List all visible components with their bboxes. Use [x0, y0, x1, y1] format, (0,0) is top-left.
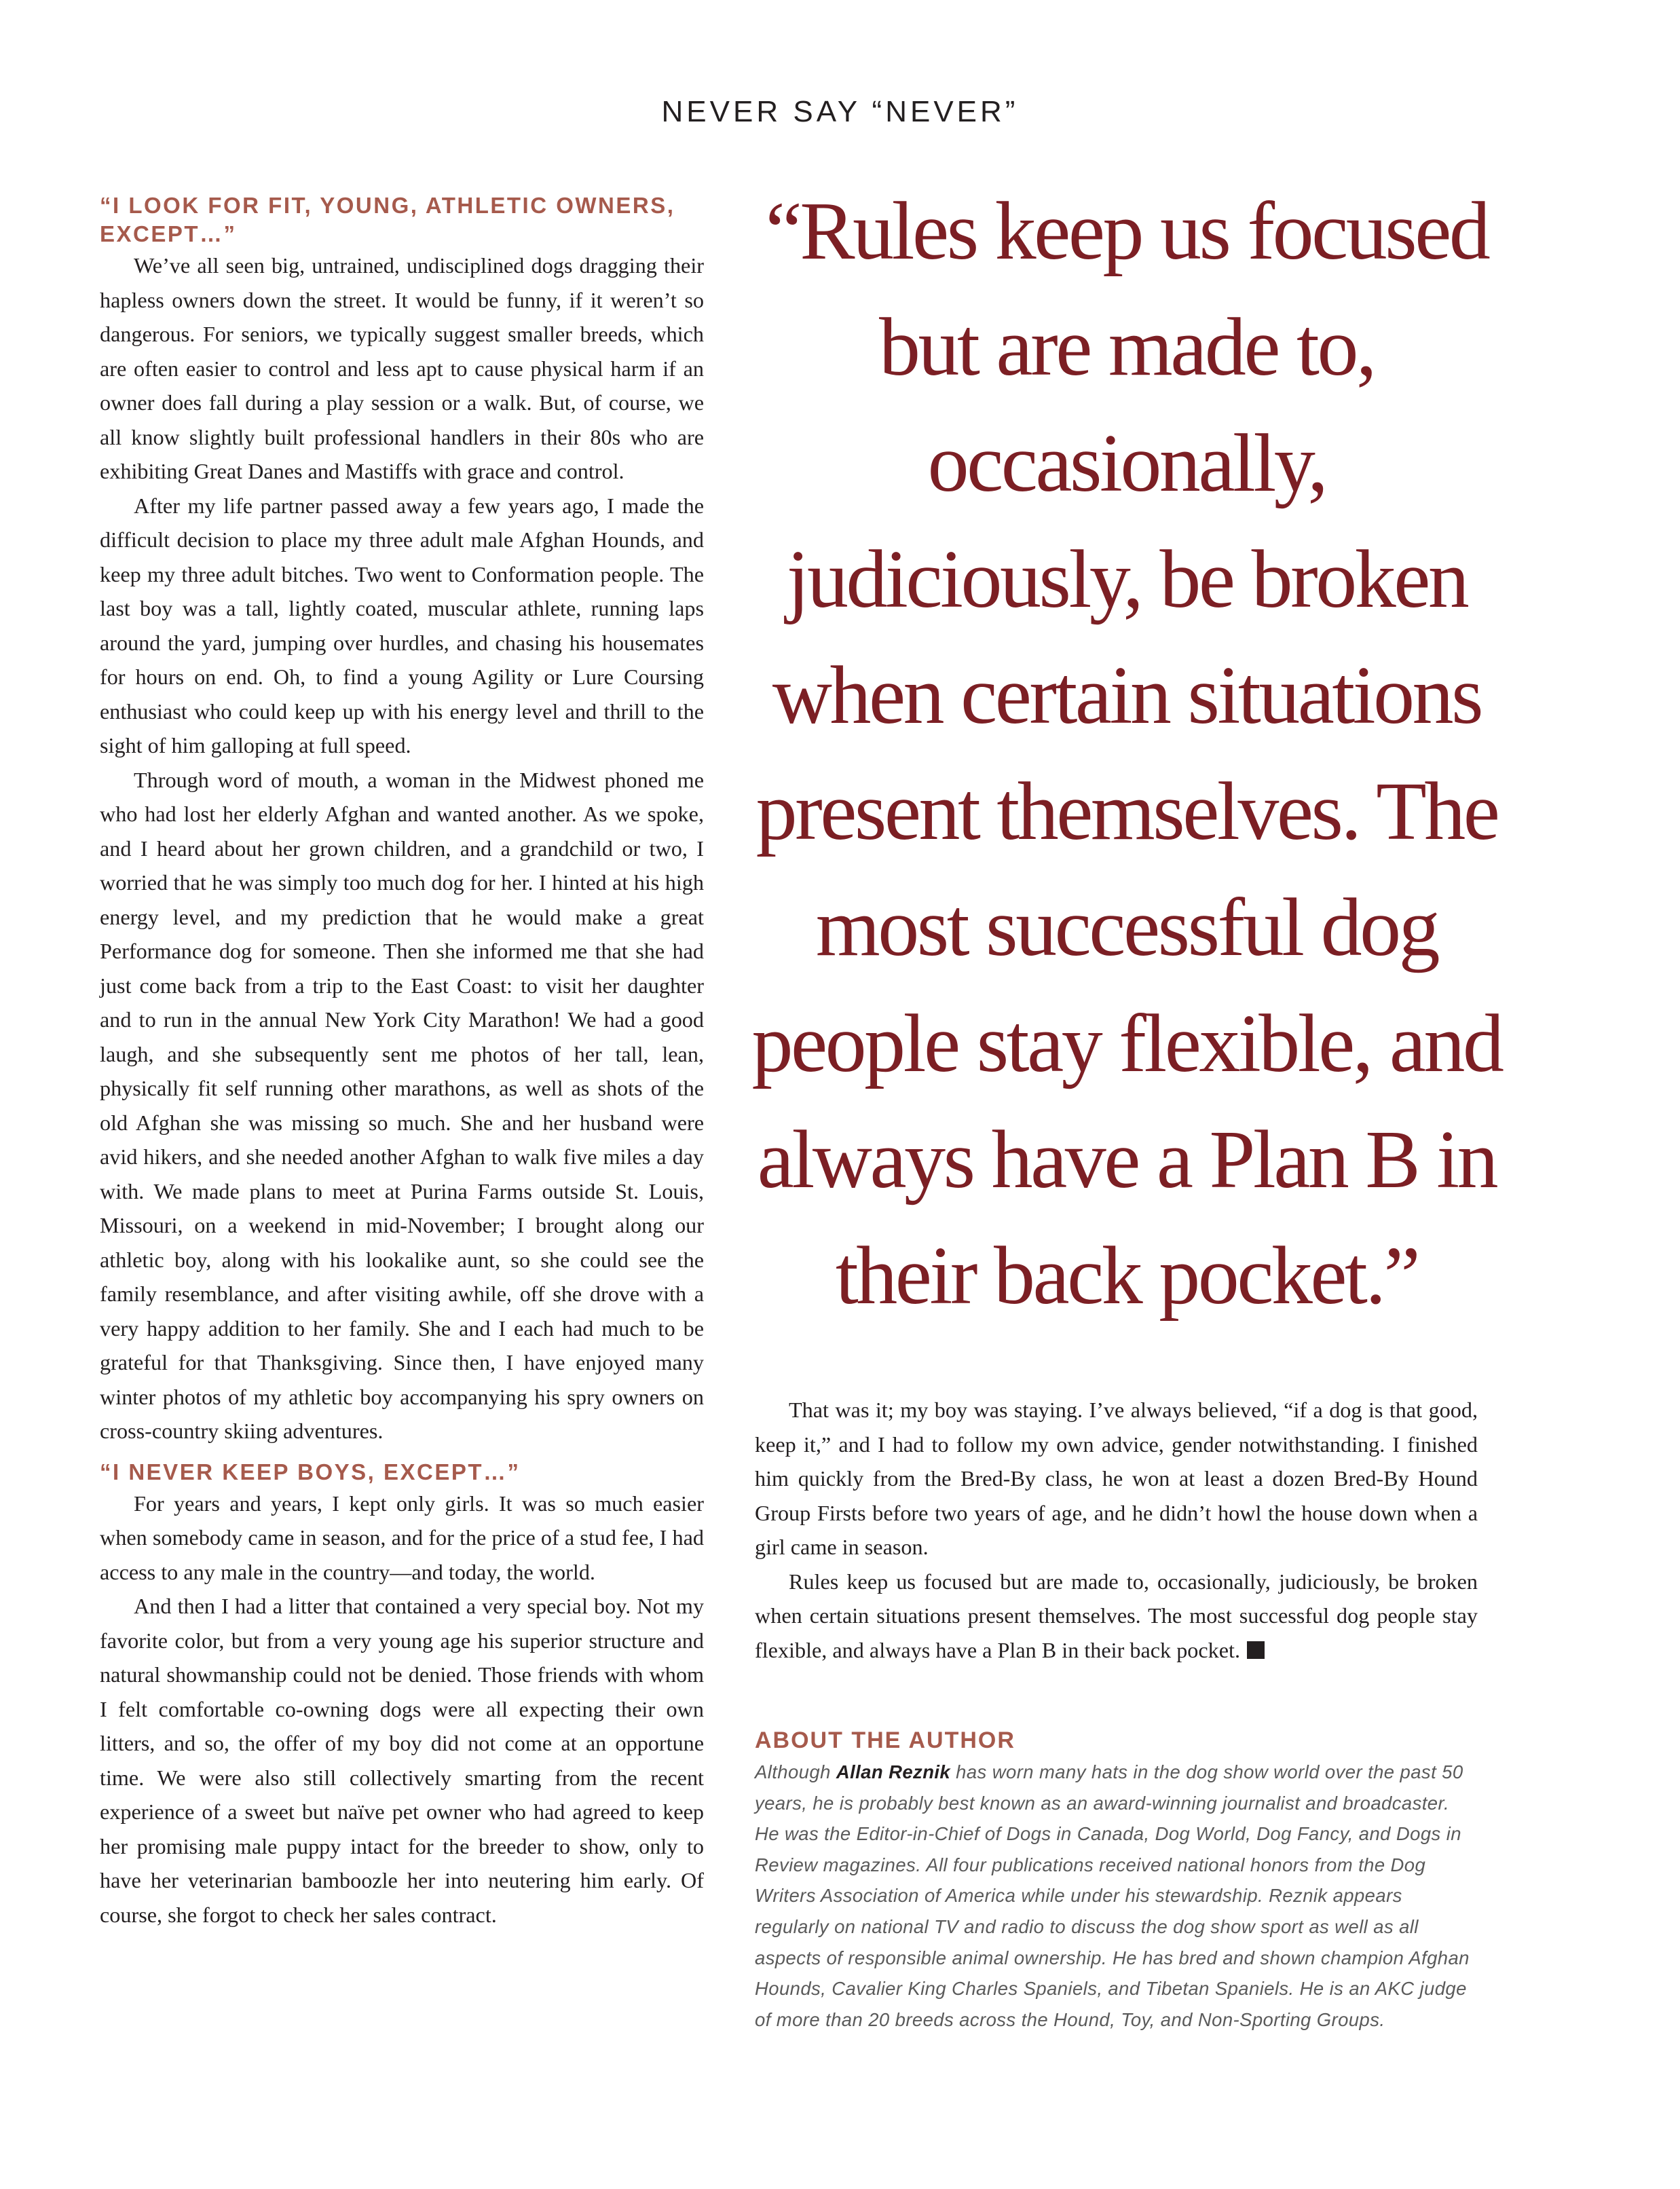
- end-of-article-mark: [1247, 1641, 1265, 1659]
- running-title: NEVER SAY “NEVER”: [661, 95, 1019, 128]
- body-paragraph: For years and years, I kept only girls. It was so much easier when somebody came in season, and for the price of a stud fee, I had access to any male in the country—and today, the world.: [100, 1491, 704, 1584]
- body-paragraph: After my life partner passed away a few years ago, I made the difficult decision to place my three adult male Afghan Hounds, and keep my three adult bitches. Two went to Conformation people. The last boy was a tall, lightly coated, muscular athlete, running laps around the yard, jumping over hurdles, and chasing his housemates for hours on end. Oh, to find a young Agility or Lure Coursing enthusiast who could keep up with his energy level and thrill to the sight of him galloping at full speed.: [100, 493, 704, 757]
- body-paragraph: And then I had a litter that contained a very special boy. Not my favorite color, but from a very young age his superior structure and natural showmanship could not be denied. Those friends with whom I felt comfortable co-owning dogs were all expecting their own litters, and so, the offer of my boy did not come at an opportune time. We were also still collectively smarting from the recent experience of a sweet but naïve pet owner who had agreed to keep her promising male puppy intact for the breeder to show, only to have her veterinarian bamboozle her into neutering him early. Of course, she forgot to check her sales contract.: [100, 1594, 704, 1927]
- bio-intro: Although: [755, 1761, 831, 1782]
- pull-quote-block: [743, 173, 1510, 1334]
- left-column: [100, 191, 704, 1932]
- body-paragraph: That was it; my boy was staying. I’ve always believed, “if a dog is that good, keep it,” and I had to follow my own advice, gender notwithstanding. I finished him quickly from the Bred-By class, he won at least a dozen Bred-By Hound Group Firsts before two years of age, and he didn’t howl the house down when a girl came in season.: [755, 1398, 1478, 1559]
- about-heading: ABOUT THE AUTHOR: [755, 1727, 1015, 1753]
- author-bio: [755, 1757, 1478, 2035]
- section-heading-never-keep-boys: “I NEVER KEEP BOYS, EXCEPT…”: [100, 1459, 521, 1484]
- body-paragraph: We’ve all seen big, untrained, undisciplined dogs dragging their hapless owners down the street. It would be funny, if it weren’t so dangerous. For seniors, we typically suggest smaller breeds, which are often easier to control and less apt to cause physical harm if an owner does fall during a play session or a walk. But, of course, we all know slightly built professional handlers in their 80s who are exhibiting Great Danes and Mastiffs with grace and control.: [100, 253, 704, 483]
- section-heading-fit-owners: “I LOOK FOR FIT, YOUNG, ATHLETIC OWNERS, EXCEPT…”: [100, 193, 675, 246]
- about-the-author: [755, 1727, 1478, 2035]
- final-paragraph-text: Rules keep us focused but are made to, occasionally, judiciously, be broken when certain situations present themselves. The most successful dog people stay flexible, and always have a Plan B in their back pocket.: [755, 1569, 1478, 1662]
- right-column: [755, 1393, 1478, 1667]
- bio-text: has worn many hats in the dog show world over the past 50 years, he is probably best known as an award-winning journalist and broadcaster. He was the Editor-in-Chief of Dogs in Canada, Dog World, Dog Fancy, and Dogs in Review magazines. All four publications received national honors from the Dog Writers Association of America while under his stewardship. Reznik appears regularly on national TV and radio to discuss the dog show sport as well as all aspects of responsible animal ownership. He has bred and shown champion Afghan Hounds, Cavalier King Charles Spaniels, and Tibetan Spaniels. He is an AKC judge of more than 20 breeds across the Hound, Toy, and Non-Sporting Groups.: [755, 1761, 1470, 2030]
- author-name: Allan Reznik: [836, 1761, 951, 1782]
- body-paragraph-final: [755, 1565, 1478, 1668]
- pull-quote: “Rules keep us focused but are made to, occasionally, judiciously, be broken when certain situations present themselves. The most successful dog people stay flexible, and always have a Plan B in their back pocket.”: [751, 185, 1502, 1322]
- body-paragraph: Through word of mouth, a woman in the Midwest phoned me who had lost her elderly Afghan and wanted another. As we spoke, and I heard about her grown children, and a grandchild or two, I worried that he was simply too much dog for her. I hinted at his high energy level, and my prediction that he would make a great Performance dog for someone. Then she informed me that she had just come back from a trip to the East Coast: to visit her daughter and to run in the annual New York City Marathon! We had a good laugh, and she subsequently sent me photos of her tall, lean, physically fit self running other marathons, as well as shots of the old Afghan she was missing so much. She and her husband were avid hikers, and she needed another Afghan to walk five miles a day with. We made plans to meet at Purina Farms outside St. Louis, Missouri, on a weekend in mid-November; I brought along our athletic boy, along with his lookalike aunt, so she could see the family resemblance, and after visiting awhile, off she drove with a very happy addition to her family. She and I each had much to be grateful for that Thanksgiving. Since then, I have enjoyed many winter photos of my athletic boy accompanying his spry owners on cross-country skiing adventures.: [100, 767, 704, 1443]
